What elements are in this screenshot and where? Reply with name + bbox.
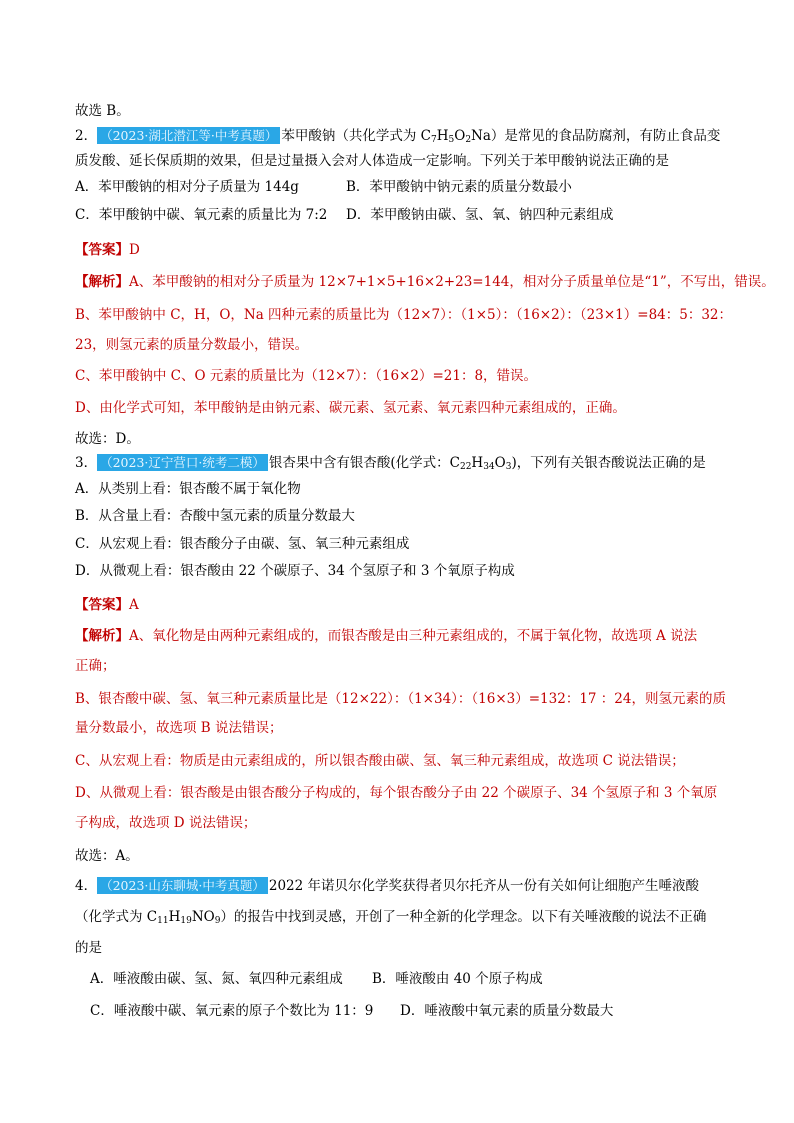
- q3-option-b: B．从含量上看：杏酸中氢元素的质量分数最大: [75, 508, 355, 524]
- q3-answer: [75, 595, 139, 615]
- source-tag: （2023·辽宁营口·统考二模）: [97, 454, 268, 471]
- question-number: 2．: [75, 128, 98, 144]
- question-number: 4．: [75, 878, 98, 894]
- q4-option-d: D．唾液酸中氧元素的质量分数最大: [400, 1003, 614, 1019]
- q3-conclusion: 故选：A。: [75, 848, 139, 864]
- question-number: 3．: [75, 455, 98, 471]
- q2-stem-line2: 质发酸、延长保质期的效果，但是过量摄入会对人体造成一定影响。下列关于苯甲酸钠说法正确的是: [75, 153, 669, 169]
- q3-analysis-a2: 正确；: [75, 658, 116, 674]
- q2-option-d: D．苯甲酸钠由碳、氢、氧、钠四种元素组成: [346, 207, 614, 223]
- q2-stem-line1: 2． （2023·湖北潜江等·中考真题） 苯甲酸钠（共化学式为 $C_7H_5O_2Na$）是常见的食品防腐剂，有防止食品变: [75, 128, 721, 145]
- q3-option-a: A．从类别上看：银杏酸不属于氧化物: [75, 481, 301, 497]
- answer-value: D: [129, 242, 140, 258]
- q2-analysis-b2: 23，则氢元素的质量分数最小，错误。: [75, 337, 309, 353]
- q3-option-d: D．从微观上看：银杏酸由 22 个碳原子、34 个氢原子和 3 个氧原子构成: [75, 563, 515, 579]
- q3-analysis-b2: 量分数最小，故选项 B 说法错误；: [75, 720, 283, 736]
- q4-option-a: A．唾液酸由碳、氢、氮、氧四种元素组成: [90, 971, 343, 987]
- q3-option-c: C．从宏观上看：银杏酸分子由碳、氢、氧三种元素组成: [75, 536, 410, 552]
- q4-option-b: B．唾液酸由 40 个原子构成: [372, 971, 543, 987]
- analysis-label: 【解析】: [75, 628, 129, 644]
- q2-analysis-b1: B、苯甲酸钠中 C，H，O，Na 四种元素的质量比为（12×7）：（1×5）：（16×2）：（23×1）=84：5：32：: [75, 307, 733, 323]
- q2-option-c: C．苯甲酸钠中碳、氧元素的质量比为 7:2: [75, 207, 328, 223]
- q2-analysis-a: 【解析】A、苯甲酸钠的相对分子质量为 12×7+1×5+16×2+23=144，相对分子质量单位是“1”，不写出，错误。: [75, 274, 775, 290]
- q3-stem: 3． （2023·辽宁营口·统考二模） 银杏果中含有银杏酸(化学式：$C_{22}H_{34}O_3$)，下列有关银杏酸说法正确的是: [75, 455, 706, 472]
- q4-stem-line3: 的是: [75, 940, 102, 956]
- q2-analysis-d: D、由化学式可知，苯甲酸钠是由钠元素、碳元素、氢元素、氧元素四种元素组成的，正确。: [75, 400, 626, 416]
- source-tag: （2023·山东聊城·中考真题）: [97, 877, 268, 894]
- answer-value: A: [129, 597, 139, 613]
- q4-stem-line2: （化学式为 $C_{11}H_{19}NO_9$）的报告中找到灵感，开创了一种全新的化学理念。以下有关唾液酸的说法不正确: [75, 909, 707, 926]
- q4-stem-line1: 4． （2023·山东聊城·中考真题） 2022 年诺贝尔化学奖获得者贝尔托齐从一份有关如何让细胞产生唾液酸: [75, 878, 700, 894]
- q2-option-a: A．苯甲酸钠的相对分子质量为 144g: [75, 179, 299, 195]
- q2-option-b: B．苯甲酸钠中钠元素的质量分数最小: [346, 179, 572, 195]
- q4-option-c: C．唾液酸中碳、氧元素的原子个数比为 11：9: [90, 1003, 374, 1019]
- q2-conclusion: 故选：D。: [75, 431, 140, 447]
- source-tag: （2023·湖北潜江等·中考真题）: [97, 127, 280, 144]
- analysis-label: 【解析】: [75, 274, 129, 290]
- q3-analysis-c: C、从宏观上看：物质是由元素组成的，所以银杏酸由碳、氢、氧三种元素组成，故选项 C 说法错误；: [75, 753, 685, 769]
- q3-analysis-b1: B、银杏酸中碳、氢、氧三种元素质量比是（12×22）：（1×34）：（16×3）=132：17 ：24，则氢元素的质: [75, 691, 726, 707]
- q2-analysis-c: C、苯甲酸钠中 C、O 元素的质量比为（12×7）：（16×2）=21：8，错误。: [75, 368, 538, 384]
- q3-analysis-a1: 【解析】A、氧化物是由两种元素组成的，而银杏酸是由三种元素组成的，不属于氧化物，故选项 A 说法: [75, 628, 698, 644]
- answer-label: 【答案】: [75, 242, 129, 258]
- q3-analysis-d2: 子构成，故选项 D 说法错误；: [75, 815, 257, 831]
- answer-label: 【答案】: [75, 597, 129, 613]
- q1-conclusion: 故选 B。: [75, 103, 130, 119]
- q3-analysis-d1: D、从微观上看：银杏酸是由银杏酸分子构成的，每个银杏酸分子由 22 个碳原子、34 个氢原子和 3 个氧原: [75, 785, 718, 801]
- q2-answer: [75, 240, 140, 260]
